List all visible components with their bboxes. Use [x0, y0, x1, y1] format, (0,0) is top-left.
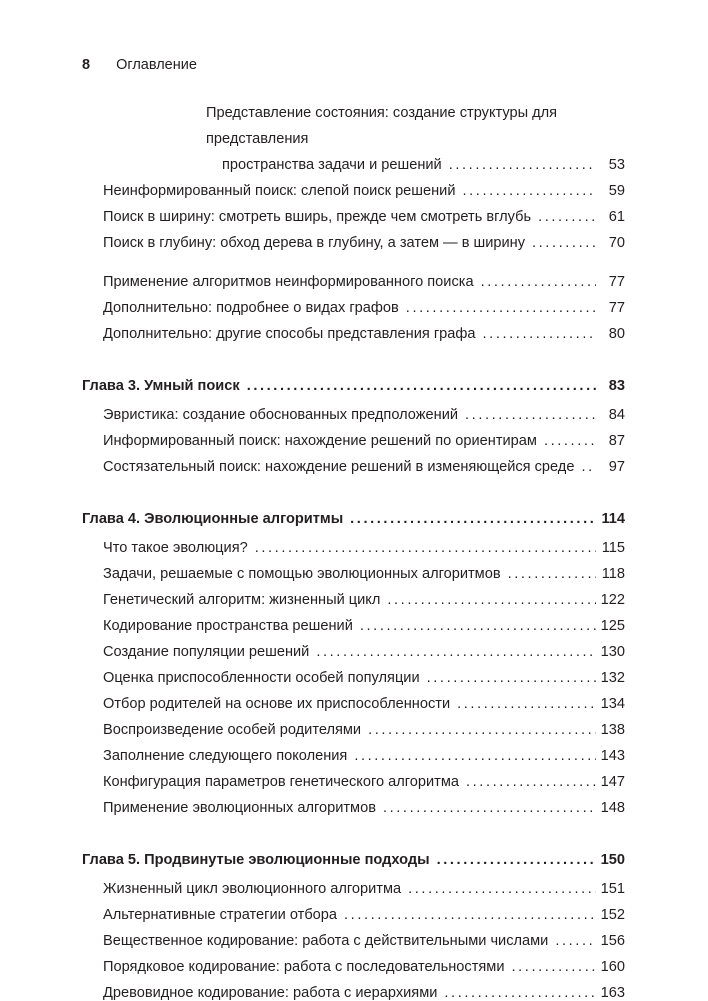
toc-page-number: 132 [600, 670, 625, 686]
toc-entry-title: Порядковое кодирование: работа с последовательностями [103, 959, 505, 975]
toc-section-entry[interactable] [0, 295, 708, 321]
toc-page-number: 70 [608, 235, 625, 251]
toc-page-number: 118 [601, 566, 625, 582]
toc-page-number: 151 [600, 881, 625, 897]
toc-page-number: 163 [600, 985, 625, 1001]
toc-page-number: 125 [600, 618, 625, 634]
toc-section-entry[interactable] [0, 980, 708, 1001]
dot-leader [255, 546, 596, 561]
toc-entry-title: Вещественное кодирование: работа с действительными числами [103, 933, 549, 949]
toc-entry-title: Оценка приспособленности особей популяции [103, 670, 420, 686]
toc-entry-title: Дополнительно: подробнее о видах графов [103, 300, 399, 316]
toc-section-entry[interactable] [0, 876, 708, 902]
dot-leader [532, 241, 596, 256]
toc-entry-title: Задачи, решаемые с помощью эволюционных алгоритмов [103, 566, 501, 582]
toc-section-entry[interactable] [0, 954, 708, 980]
toc-entry-title: Применение эволюционных алгоритмов [103, 800, 376, 816]
toc-page-number: 83 [608, 378, 625, 394]
toc-entry-title: Глава 3. Умный поиск [82, 378, 240, 394]
toc-section-entry[interactable] [0, 178, 708, 204]
toc-page-number: 77 [608, 300, 625, 316]
dot-leader [247, 384, 596, 399]
toc-entry-title: Жизненный цикл эволюционного алгоритма [103, 881, 402, 897]
toc-entry-title: Поиск в глубину: обход дерева в глубину, а затем — в ширину [103, 235, 525, 251]
dot-leader [481, 280, 596, 295]
toc-section-entry[interactable] [0, 454, 708, 480]
toc-section-entry[interactable] [0, 613, 708, 639]
toc-section-entry[interactable] [0, 230, 708, 256]
dot-leader [354, 754, 596, 769]
dot-leader [350, 517, 596, 532]
toc-entry-title: Состязательный поиск: нахождение решений в изменяющейся среде [103, 459, 575, 475]
toc-entry-title: Применение алгоритмов неинформированного поиска [103, 274, 474, 290]
toc-page-number: 53 [608, 157, 625, 173]
dot-leader [538, 215, 596, 230]
dot-leader [465, 413, 596, 428]
toc-section-entry[interactable] [0, 561, 708, 587]
toc-page-number: 160 [600, 959, 625, 975]
toc-section-entry[interactable] [0, 639, 708, 665]
toc-section-entry[interactable] [0, 428, 708, 454]
running-head [82, 57, 197, 73]
toc-section-entry[interactable] [0, 665, 708, 691]
toc-page-number: 150 [600, 852, 625, 868]
toc-section-entry[interactable] [0, 743, 708, 769]
toc-chapter-entry[interactable] [0, 847, 708, 873]
toc-section-entry[interactable] [0, 269, 708, 295]
toc-page-number: 134 [600, 696, 625, 712]
dot-leader [483, 332, 596, 347]
toc-page-number: 148 [600, 800, 625, 816]
dot-leader [406, 306, 596, 321]
toc-page-number: 77 [608, 274, 625, 290]
toc-section-entry[interactable] [0, 902, 708, 928]
toc-section-entry[interactable] [0, 100, 708, 178]
toc-section-entry[interactable] [0, 535, 708, 561]
toc-chapter-entry[interactable] [0, 373, 708, 399]
toc-entry-title: Отбор родителей на основе их приспособленности [103, 696, 451, 712]
toc-section-entry[interactable] [0, 587, 708, 613]
toc-entry-title: Что такое эволюция? [103, 540, 248, 556]
toc-page-number: 87 [608, 433, 625, 449]
toc-page-number: 130 [600, 644, 625, 660]
toc-page-number: 61 [608, 209, 625, 225]
toc-entry-title: Конфигурация параметров генетического алгоритма [103, 774, 459, 790]
page-folio: 8 [82, 57, 91, 73]
toc-page-number: 156 [600, 933, 625, 949]
toc-section-entry[interactable] [0, 691, 708, 717]
toc-page-number: 138 [600, 722, 625, 738]
dot-leader [387, 598, 596, 613]
toc-chapter-entry[interactable] [0, 506, 708, 532]
toc-section-entry[interactable] [0, 769, 708, 795]
toc-page-number: 59 [608, 183, 625, 199]
toc-section-entry[interactable] [0, 402, 708, 428]
toc-entry-title: Создание популяции решений [103, 644, 310, 660]
dot-leader [316, 650, 596, 665]
toc-page-number: 143 [600, 748, 625, 764]
toc-entry-wrap [103, 100, 708, 178]
toc-page-number: 152 [600, 907, 625, 923]
toc-list [0, 100, 708, 1001]
dot-leader [466, 780, 596, 795]
toc-section-entry[interactable] [0, 717, 708, 743]
toc-entry-title: Альтернативные стратегии отбора [103, 907, 338, 923]
running-head-title: Оглавление [116, 57, 197, 73]
toc-page-number: 80 [608, 326, 625, 342]
toc-page-number: 84 [608, 407, 625, 423]
dot-leader [427, 676, 596, 691]
dot-leader [408, 887, 596, 902]
toc-section-entry[interactable] [0, 795, 708, 821]
toc-entry-title: Воспроизведение особей родителями [103, 722, 362, 738]
toc-section-entry[interactable] [0, 204, 708, 230]
toc-entry-title: Представление состояния: создание структуры для представления [206, 105, 558, 147]
dot-leader [444, 991, 596, 1001]
toc-page-number: 147 [600, 774, 625, 790]
dot-leader [344, 913, 596, 928]
dot-leader [449, 163, 596, 178]
toc-entry-title: Заполнение следующего поколения [103, 748, 348, 764]
toc-entry-title: Неинформированный поиск: слепой поиск решений [103, 183, 456, 199]
toc-entry-title: Генетический алгоритм: жизненный цикл [103, 592, 381, 608]
toc-page-number: 122 [600, 592, 625, 608]
toc-entry-title: Глава 5. Продвинутые эволюционные подходы [82, 852, 430, 868]
toc-section-entry[interactable] [0, 321, 708, 347]
toc-page-number: 114 [601, 511, 625, 527]
dot-leader [360, 624, 596, 639]
dot-leader [383, 806, 596, 821]
dot-leader [457, 702, 596, 717]
dot-leader [544, 439, 596, 454]
toc-entry-title: Кодирование пространства решений [103, 618, 353, 634]
dot-leader [512, 965, 597, 980]
dot-leader [508, 572, 596, 587]
dot-leader [581, 465, 596, 480]
toc-entry-title: Глава 4. Эволюционные алгоритмы [82, 511, 344, 527]
dot-leader [437, 858, 596, 873]
dot-leader [555, 939, 596, 954]
toc-entry-title-continued [206, 152, 625, 178]
toc-page-number: 97 [608, 459, 625, 475]
toc-entry-title: Дополнительно: другие способы представления графа [103, 326, 476, 342]
toc-section-entry[interactable] [0, 928, 708, 954]
dot-leader [463, 189, 597, 204]
toc-entry-title: Эвристика: создание обоснованных предположений [103, 407, 459, 423]
toc-entry-title: Поиск в ширину: смотреть вширь, прежде чем смотреть вглубь [103, 209, 532, 225]
toc-entry-title-line2: пространства задачи и решений [222, 157, 442, 173]
dot-leader [368, 728, 596, 743]
toc-entry-title: Информированный поиск: нахождение решений по ориентирам [103, 433, 537, 449]
toc-entry-title: Древовидное кодирование: работа с иерархиями [103, 985, 438, 1001]
toc-page-number: 115 [601, 540, 625, 556]
